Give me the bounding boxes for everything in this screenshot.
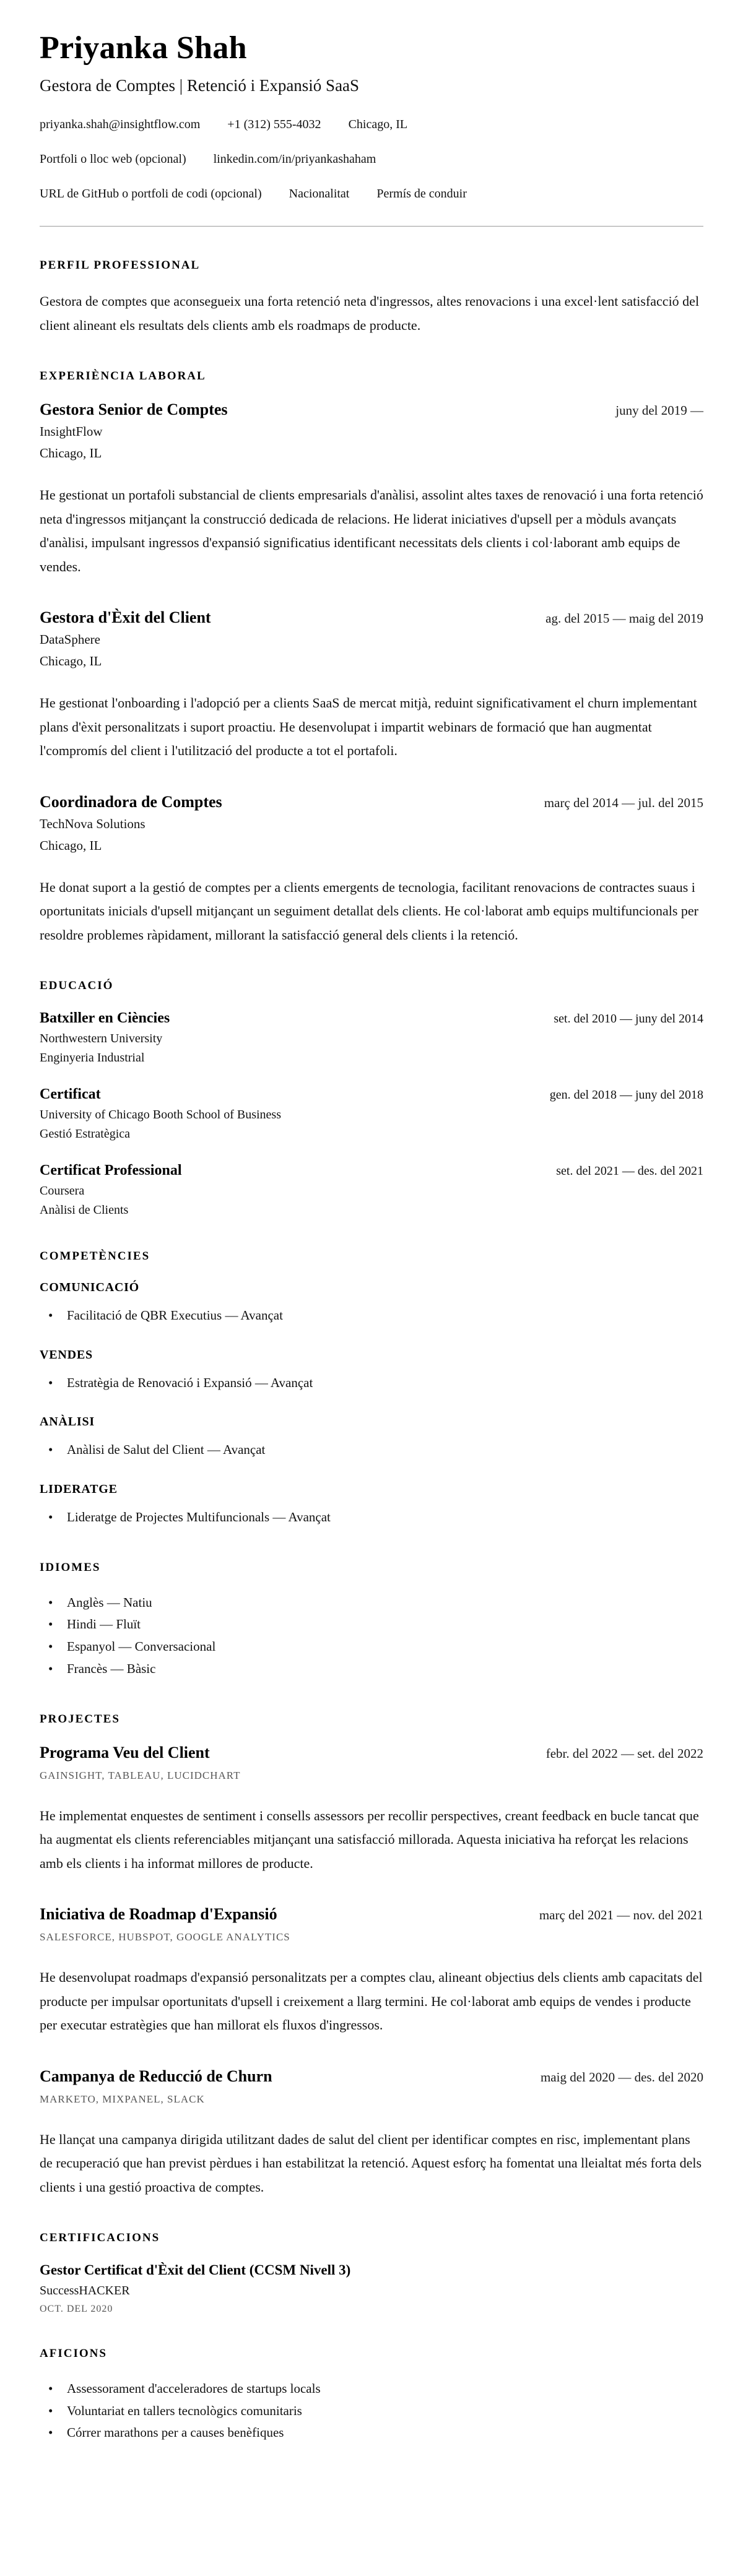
certification-item	[40, 2262, 703, 2315]
field-of-study: Gestió Estratègica	[40, 1127, 131, 1141]
section-languages	[40, 1561, 703, 1680]
job-dates: març del 2014 — jul. del 2015	[544, 795, 703, 810]
portfolio-text: Portfoli o lloc web (opcional)	[40, 152, 186, 166]
skill-group-name: LIDERATGE	[40, 1482, 118, 1497]
project-title: Campanya de Reducció de Churn	[40, 2067, 272, 2085]
job-location: Chicago, IL	[40, 837, 102, 853]
language-list	[40, 1592, 703, 1680]
project-item-header	[40, 1744, 703, 1762]
experience-item	[40, 608, 703, 763]
education-item-header	[40, 1162, 703, 1179]
hobby-item: • Córrer marathons per a causes benèfiques	[48, 2422, 703, 2444]
project-item	[40, 1744, 703, 1876]
email-text: priyanka.shah@insightflow.com	[40, 118, 201, 131]
language-item: • Hindi — Fluït	[48, 1614, 703, 1636]
section-experience	[40, 370, 703, 947]
phone-text: +1 (312) 555-4032	[227, 118, 321, 131]
hobby-item: • Assessorament d'acceleradores de startups locals	[48, 2378, 703, 2400]
project-tools: GAINSIGHT, TABLEAU, LUCIDCHART	[40, 1769, 241, 1781]
skill-group-name: VENDES	[40, 1347, 93, 1362]
education-item-header	[40, 1010, 703, 1027]
certification-title: Gestor Certificat d'Èxit del Client (CCSM Nivell 3)	[40, 2262, 351, 2278]
education-dates: set. del 2021 — des. del 2021	[556, 1164, 703, 1178]
languages-heading: IDIOMES	[40, 1560, 101, 1574]
skills-heading: COMPETÈNCIES	[40, 1250, 150, 1263]
section-skills	[40, 1250, 703, 1529]
skill-group	[40, 1415, 703, 1461]
project-dates: març del 2021 — nov. del 2021	[539, 1908, 703, 1922]
resume-document	[40, 30, 703, 2444]
project-tools: SALESFORCE, HUBSPOT, GOOGLE ANALYTICS	[40, 1931, 290, 1943]
job-title: Gestora Senior de Comptes	[40, 400, 228, 418]
skill-group	[40, 1482, 703, 1529]
job-location: Chicago, IL	[40, 446, 102, 460]
github-text: URL de GitHub o portfoli de codi (opcional)	[40, 187, 262, 201]
candidate-title: Gestora de Comptes | Retenció i Expansió SaaS	[40, 76, 360, 95]
job-title: Gestora d'Èxit del Client	[40, 608, 211, 626]
nationality-text: Nacionalitat	[289, 187, 350, 201]
location-text: Chicago, IL	[348, 118, 408, 131]
profile-heading: PERFIL PROFESSIONAL	[40, 259, 201, 272]
project-dates: febr. del 2022 — set. del 2022	[545, 1745, 703, 1761]
hobbies-heading: AFICIONS	[40, 2347, 107, 2360]
language-item: • Anglès — Natiu	[48, 1592, 703, 1614]
experience-item-header	[40, 400, 703, 419]
certification-date: OCT. DEL 2020	[40, 2304, 113, 2314]
skill-list	[40, 1439, 703, 1461]
certification-issuer: SuccessHACKER	[40, 2284, 130, 2297]
degree-title: Batxiller en Ciències	[40, 1010, 170, 1026]
contact-row-3	[40, 187, 703, 201]
project-description: He implementat enquestes de sentiment i consells assessors per recollir perspectives, creant feedback en bucle tancat que ha augmentat els clients referenciables mitjançant una satisfacció millorada. Aquesta iniciativa ha reforçat les relacions amb els clients i ha informat millores de producte.	[40, 1807, 699, 1871]
company-name: InsightFlow	[40, 424, 103, 439]
project-item	[40, 1905, 703, 2038]
field-of-study: Enginyeria Industrial	[40, 1051, 145, 1065]
job-dates: ag. del 2015 — maig del 2019	[545, 611, 703, 626]
school-name: University of Chicago Booth School of Business	[40, 1108, 281, 1122]
skill-item: • Anàlisi de Salut del Client — Avançat	[48, 1439, 703, 1461]
skill-item: • Lideratge de Projectes Multifuncionals — Avançat	[48, 1506, 703, 1529]
hobby-list	[40, 2378, 703, 2444]
skill-group	[40, 1281, 703, 1327]
section-certifications	[40, 2231, 703, 2315]
project-description: He llançat una campanya dirigida utilitzant dades de salut del client per identificar comptes en risc, implementant plans de recuperació que han previst pèrdues i han estabilitzat la retenció. Aquest esforç ha fomentat una lleialtat més forta dels clients i una gestió proactiva de comptes.	[40, 2131, 702, 2195]
project-description: He desenvolupat roadmaps d'expansió personalitzats per a comptes clau, alineant objectius dels clients amb capacitats del producte per impulsar oportunitats d'upsell i creixement a llarg termini. He col·laborat amb equips de vendes i producte per executar estratègies que han millorat els fluxos d'ingressos.	[40, 1969, 703, 2033]
skill-item: • Facilitació de QBR Executius — Avançat	[48, 1305, 703, 1327]
skill-list	[40, 1305, 703, 1327]
school-name: Northwestern University	[40, 1032, 163, 1045]
resume-header	[40, 30, 703, 227]
experience-item	[40, 793, 703, 948]
skill-item: • Estratègia de Renovació i Expansió — Avançat	[48, 1372, 703, 1394]
project-title: Iniciativa de Roadmap d'Expansió	[40, 1905, 277, 1923]
project-tools: MARKETO, MIXPANEL, SLACK	[40, 2093, 205, 2105]
education-item	[40, 1162, 703, 1217]
degree-title: Certificat	[40, 1086, 101, 1102]
project-item-header	[40, 1905, 703, 1924]
degree-title: Certificat Professional	[40, 1162, 182, 1178]
field-of-study: Anàlisi de Clients	[40, 1203, 129, 1217]
section-profile	[40, 259, 703, 337]
education-item	[40, 1086, 703, 1141]
projects-heading: PROJECTES	[40, 1712, 120, 1726]
experience-item	[40, 400, 703, 579]
project-item-header	[40, 2067, 703, 2086]
job-location: Chicago, IL	[40, 654, 102, 668]
language-item: • Espanyol — Conversacional	[48, 1636, 703, 1658]
education-dates: set. del 2010 — juny del 2014	[554, 1012, 703, 1026]
skill-list	[40, 1506, 703, 1529]
contact-row-2	[40, 152, 703, 166]
project-dates: maig del 2020 — des. del 2020	[540, 2069, 703, 2085]
company-name: TechNova Solutions	[40, 816, 146, 831]
header-divider	[40, 226, 703, 227]
linkedin-text: linkedin.com/in/priyankashaham	[213, 152, 376, 166]
job-title: Coordinadora de Comptes	[40, 792, 222, 811]
project-item	[40, 2067, 703, 2200]
project-title: Programa Veu del Client	[40, 1743, 210, 1761]
contact-row-1	[40, 118, 703, 132]
certifications-heading: CERTIFICACIONS	[40, 2231, 160, 2244]
hobby-item: • Voluntariat en tallers tecnològics comunitaris	[48, 2400, 703, 2423]
school-name: Coursera	[40, 1184, 85, 1198]
company-name: DataSphere	[40, 632, 100, 647]
job-description: He gestionat un portafoli substancial de clients empresarials d'anàlisi, assolint altes taxes de renovació i una forta retenció neta d'ingressos mitjançant la construcció dedicada de relacions. He liderat iniciatives d'upsell per a mòduls avançats d'anàlisi, impulsant ingressos d'expansió significatius identificant necessitats dels clients i col·laborant amb equips de vendes.	[40, 487, 703, 574]
skill-list	[40, 1372, 703, 1394]
education-dates: gen. del 2018 — juny del 2018	[549, 1088, 703, 1102]
job-dates: juny del 2019 —	[615, 403, 703, 418]
skill-group-name: COMUNICACIÓ	[40, 1281, 140, 1294]
section-projects	[40, 1713, 703, 2200]
skill-group-name: ANÀLISI	[40, 1415, 95, 1429]
education-item	[40, 1010, 703, 1065]
experience-heading: EXPERIÈNCIA LABORAL	[40, 370, 206, 383]
experience-item-header	[40, 608, 703, 627]
section-hobbies	[40, 2347, 703, 2444]
language-item: • Francès — Bàsic	[48, 1658, 703, 1680]
job-description: He gestionat l'onboarding i l'adopció per a clients SaaS de mercat mitjà, reduint significativament el churn implementant plans d'èxit personalitzats i suport proactiu. He desenvolupat i impartit webinars de formació que han augmentat l'compromís del client i l'utilització del producte a tot el portafoli.	[40, 695, 697, 758]
driving-license-text: Permís de conduir	[376, 187, 467, 201]
profile-summary: Gestora de comptes que aconsegueix una forta retenció neta d'ingressos, altes renovacions i una excel·lent satisfacció del client alineant els resultats dels clients amb els roadmaps de producte.	[40, 293, 700, 333]
experience-item-header	[40, 793, 703, 811]
education-item-header	[40, 1086, 703, 1103]
job-description: He donat suport a la gestió de comptes per a clients emergents de tecnologia, facilitant renovacions de contractes suaus i oportunitats inicials d'upsell mitjançant un seguiment detallat dels clients. He col·laborat amb equips multifuncionals per resoldre problemes ràpidament, millorant la satisfacció general dels clients i la retenció.	[40, 879, 698, 943]
candidate-name: Priyanka Shah	[40, 30, 247, 66]
education-heading: EDUCACIÓ	[40, 979, 114, 992]
section-education	[40, 979, 703, 1217]
skill-group	[40, 1348, 703, 1394]
